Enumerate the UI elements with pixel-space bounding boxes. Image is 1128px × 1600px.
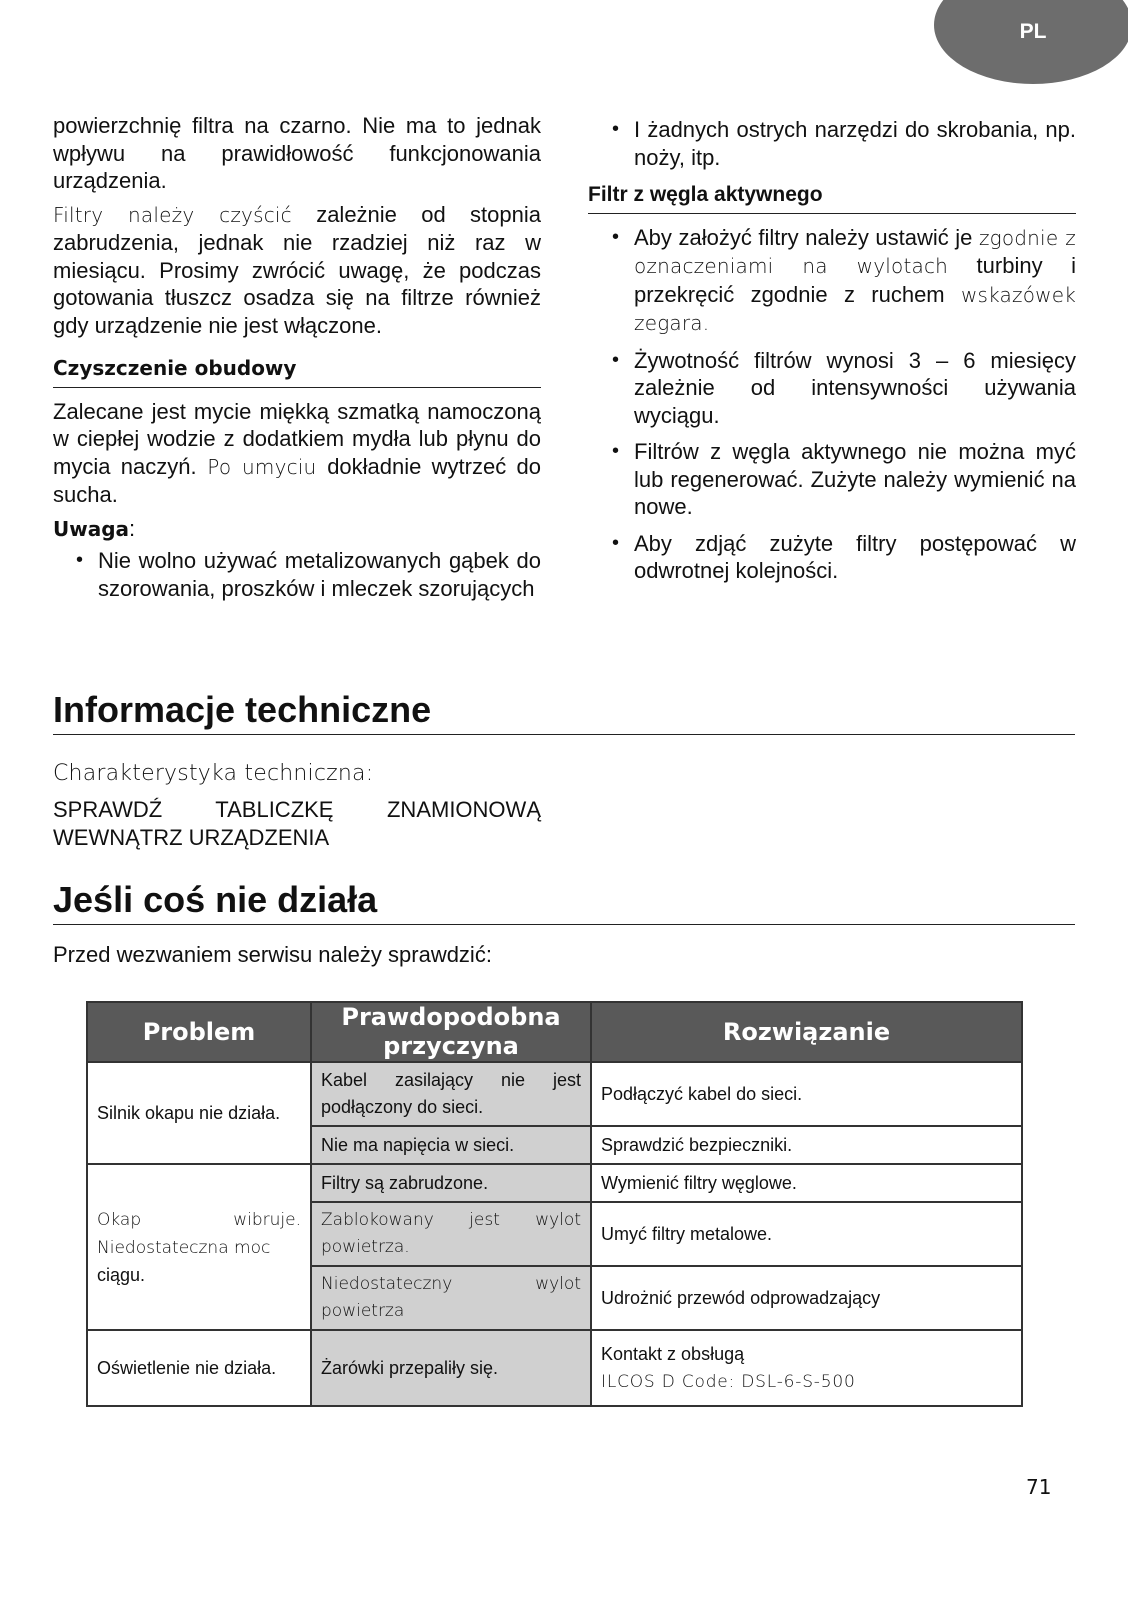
table-row [87, 1330, 1022, 1406]
carbon-filter-list [588, 224, 1076, 585]
tools-list [588, 116, 1076, 171]
table-row [87, 1164, 1022, 1202]
left-column [53, 112, 541, 611]
problem-cell: Okap wibruje. Niedostateczna moc ciągu. [87, 1164, 311, 1330]
column-header-solution: Rozwiązanie [591, 1002, 1022, 1062]
paragraph-filter-cleaning: Filtry należy czyścić zależnie od stopnia zabrudzenia, jednak nie rzadziej niż raz w miesiącu. Prosimy zwrócić uwagę, że podczas gotowania tłuszcz osadza się na filtrze również gdy urządzenie nie jest włączone. [53, 201, 542, 338]
warning-label: Uwaga: [53, 515, 136, 541]
list-item: • Filtrów z węgla aktywnego nie można myć lub regenerować. Zużyte należy wymienić na nowe. [588, 438, 1076, 521]
warning-list [53, 547, 541, 602]
heading-technical-info: Informacje techniczne [53, 688, 1075, 735]
troubleshooting-table [86, 1001, 1021, 1407]
paragraph-housing-cleaning: Zalecane jest mycie miękką szmatką namoczoną w ciepłej wodzie z dodatkiem mydła lub płynu do mycia naczyń. Po umyciu dokładnie wytrzeć do sucha. [53, 398, 541, 507]
cause-cell: Kabel zasilający nie jest podłączony do sieci. [311, 1062, 591, 1126]
nameplate-note: SPRAWDŹ TABLICZKĘ ZNAMIONOWĄ WEWNĄTRZ URZĄDZENIA [53, 797, 541, 850]
cause-cell: Nie ma napięcia w sieci. [311, 1126, 591, 1164]
table-row [87, 1062, 1022, 1126]
column-header-cause: Prawdopodobna przyczyna [311, 1002, 591, 1062]
cause-cell: Żarówki przepaliły się. [311, 1330, 591, 1406]
page-number: 71 [1026, 1475, 1052, 1499]
technical-characteristics-label: Charakterystyka techniczna: [53, 761, 374, 786]
troubleshooting-intro: Przed wezwaniem serwisu należy sprawdzić: [53, 942, 492, 967]
problem-cell: Silnik okapu nie działa. [87, 1062, 311, 1164]
solution-cell: Kontakt z obsługą ILCOS D Code: DSL-6-S-500 [591, 1330, 1022, 1406]
list-item: • Aby zdjąć zużyte filtry postępować w odwrotnej kolejności. [588, 530, 1076, 585]
heading-troubleshooting: Jeśli coś nie działa [53, 878, 1075, 925]
list-item: • Żywotność filtrów wynosi 3 – 6 miesięcy zależnie od intensywności używania wyciągu. [588, 347, 1076, 430]
solution-cell: Sprawdzić bezpieczniki. [591, 1126, 1022, 1164]
paragraph-filter-note: powierzchnię filtra na czarno. Nie ma to jednak wpływu na prawidłowość funkcjonowania urządzenia. [53, 113, 541, 193]
solution-cell: Umyć filtry metalowe. [591, 1202, 1022, 1266]
solution-cell: Wymienić filtry węglowe. [591, 1164, 1022, 1202]
section-title-carbon-filter: Filtr z węgla aktywnego [588, 181, 1076, 214]
list-item: • Nie wolno używać metalizowanych gąbek do szorowania, proszków i mleczek szorujących [53, 547, 541, 602]
solution-cell: Podłączyć kabel do sieci. [591, 1062, 1022, 1126]
column-header-problem: Problem [87, 1002, 311, 1062]
cause-cell: Filtry są zabrudzone. [311, 1164, 591, 1202]
list-item: • I żadnych ostrych narzędzi do skrobania, np. noży, itp. [588, 116, 1076, 171]
cause-cell: Zablokowany jest wylot powietrza. [311, 1202, 591, 1266]
language-tab [934, 0, 1128, 84]
language-tab-label: PL [1019, 20, 1047, 43]
solution-cell: Udrożnić przewód odprowadzający [591, 1266, 1022, 1330]
right-column [588, 112, 1076, 594]
section-title-housing-cleaning: Czyszczenie obudowy [53, 355, 541, 388]
table-header-row [87, 1002, 1022, 1062]
cause-cell: Niedostateczny wylot powietrza [311, 1266, 591, 1330]
problem-cell: Oświetlenie nie działa. [87, 1330, 311, 1406]
list-item: • Aby założyć filtry należy ustawić je zgodnie z oznaczeniami na wylotach turbiny i przekręcić zgodnie z ruchem wskazówek zegara. [588, 224, 1076, 338]
